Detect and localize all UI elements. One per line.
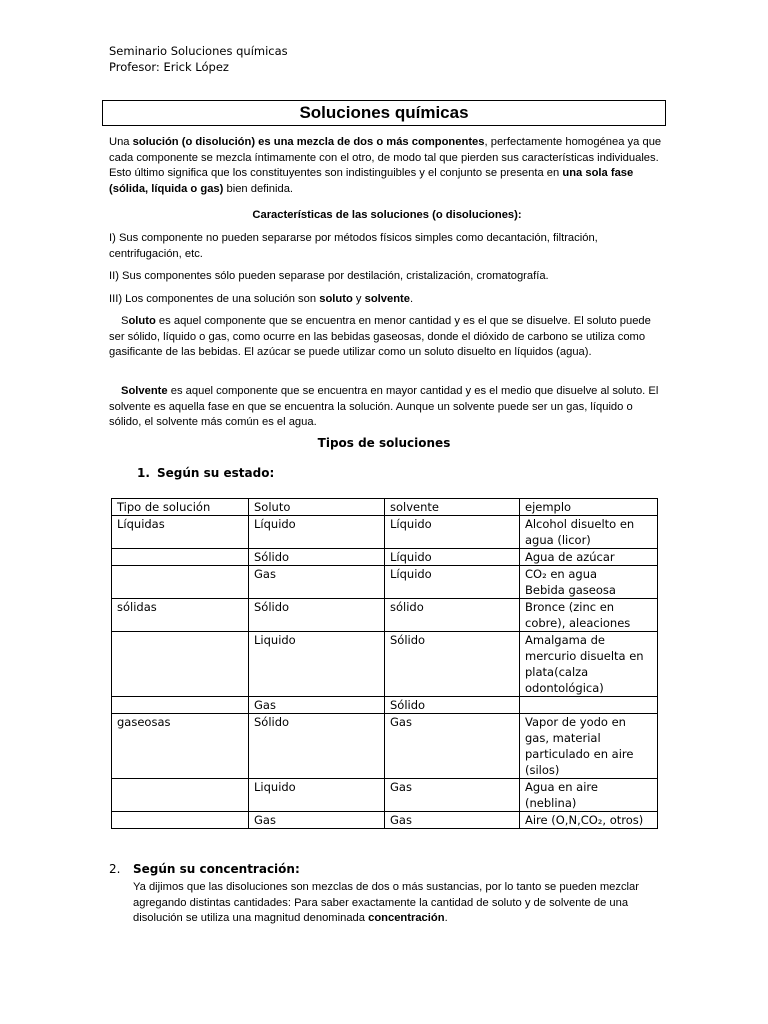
table-cell: Líquido xyxy=(385,549,520,566)
table-row xyxy=(112,632,658,697)
table-cell: Sólido xyxy=(249,714,385,779)
table-cell: Gas xyxy=(249,566,385,599)
header-course: Seminario Soluciones químicas xyxy=(109,44,288,58)
characteristic-3: III) Los componentes de una solución son soluto y solvente. xyxy=(109,293,414,305)
table-row xyxy=(112,714,658,779)
table-cell: Líquido xyxy=(249,516,385,549)
table-row xyxy=(112,549,658,566)
table-cell: Amalgama de mercurio disuelta en plata(calza odontológica) xyxy=(520,632,658,697)
table-cell: Gas xyxy=(385,812,520,829)
characteristics-title: Características de las soluciones (o disoluciones): xyxy=(252,209,522,221)
table-cell: Agua en aire (neblina) xyxy=(520,779,658,812)
table-cell xyxy=(112,697,249,714)
table-header: Soluto xyxy=(249,499,385,516)
table-header: solvente xyxy=(385,499,520,516)
table-cell: Bronce (zinc en cobre), aleaciones xyxy=(520,599,658,632)
table-cell xyxy=(112,779,249,812)
table-cell xyxy=(112,632,249,697)
section-2-number: 2. xyxy=(109,862,121,876)
table-cell: Líquidas xyxy=(112,516,249,549)
table-cell: Gas xyxy=(385,779,520,812)
table-cell: Vapor de yodo en gas, material particulado en aire (silos) xyxy=(520,714,658,779)
table-cell xyxy=(112,566,249,599)
table-cell: Líquido xyxy=(385,566,520,599)
table-row xyxy=(112,599,658,632)
table-cell: Sólido xyxy=(249,599,385,632)
solutions-table xyxy=(111,498,658,829)
table-cell: Gas xyxy=(249,697,385,714)
section-2-label: Según su concentración: xyxy=(133,862,300,876)
table-cell: sólido xyxy=(385,599,520,632)
page-title: Soluciones químicas xyxy=(102,100,666,126)
table-cell: Aire (O,N,CO₂, otros) xyxy=(520,812,658,829)
table-cell: Sólido xyxy=(249,549,385,566)
table-row xyxy=(112,812,658,829)
table-cell xyxy=(112,812,249,829)
table-cell: Liquido xyxy=(249,632,385,697)
section-1-number: 1. xyxy=(137,466,150,480)
table-cell: Agua de azúcar xyxy=(520,549,658,566)
table-row xyxy=(112,566,658,599)
table-cell: Líquido xyxy=(385,516,520,549)
table-cell: Gas xyxy=(385,714,520,779)
types-title: Tipos de soluciones xyxy=(317,436,451,450)
intro-paragraph: Una solución (o disolución) es una mezcla de dos o más componentes, perfectamente homogénea ya que cada componente se mezcla íntimamente con el otro, de modo tal que pierden sus características individuales. Esto último significa que los constituyentes son indistinguibles y el conjunto se presenta en una sola fase (sólida, líquida o gas) bien definida. xyxy=(109,136,662,195)
table-cell: Liquido xyxy=(249,779,385,812)
table-cell: sólidas xyxy=(112,599,249,632)
table-row xyxy=(112,697,658,714)
solvente-paragraph: Solvente es aquel componente que se encuentra en mayor cantidad y es el medio que disuelve al soluto. El solvente es aquella fase en que se encuentra la solución. Aunque un solvente puede ser un gas, líquido o sólido, el solvente más común es el agua. xyxy=(109,385,659,428)
table-cell: CO₂ en agua Bebida gaseosa xyxy=(520,566,658,599)
table-header-row xyxy=(112,499,658,516)
table-cell: Alcohol disuelto en agua (licor) xyxy=(520,516,658,549)
table-header: Tipo de solución xyxy=(112,499,249,516)
table-cell: gaseosas xyxy=(112,714,249,779)
concentration-paragraph: Ya dijimos que las disoluciones son mezclas de dos o más sustancias, por lo tanto se pueden mezclar agregando distintas cantidades: Para saber exactamente la cantidad de soluto y de solvente de una disolución se utiliza una magnitud denominada concentración. xyxy=(133,881,639,924)
table-cell xyxy=(520,697,658,714)
header-professor: Profesor: Erick López xyxy=(109,60,229,74)
characteristic-2: II) Sus componentes sólo pueden separase por destilación, cristalización, cromatografía. xyxy=(109,270,549,282)
table-cell: Gas xyxy=(249,812,385,829)
soluto-paragraph: Soluto es aquel componente que se encuentra en menor cantidad y es el que se disuelve. El soluto puede ser sólido, líquido o gas, como ocurre en las bebidas gaseosas, donde el dióxido de carbono se utiliza como gasificante de las bebidas. El azúcar se puede utilizar como un soluto disuelto en líquidos (agua). xyxy=(109,315,651,358)
table-cell xyxy=(112,549,249,566)
characteristic-1: I) Sus componente no pueden separarse por métodos físicos simples como decantación, filtración, centrifugación, etc. xyxy=(109,232,598,260)
table-row xyxy=(112,779,658,812)
table-cell: Sólido xyxy=(385,697,520,714)
section-1-label: Según su estado: xyxy=(157,466,275,480)
table-cell: Sólido xyxy=(385,632,520,697)
table-header: ejemplo xyxy=(520,499,658,516)
table-row xyxy=(112,516,658,549)
